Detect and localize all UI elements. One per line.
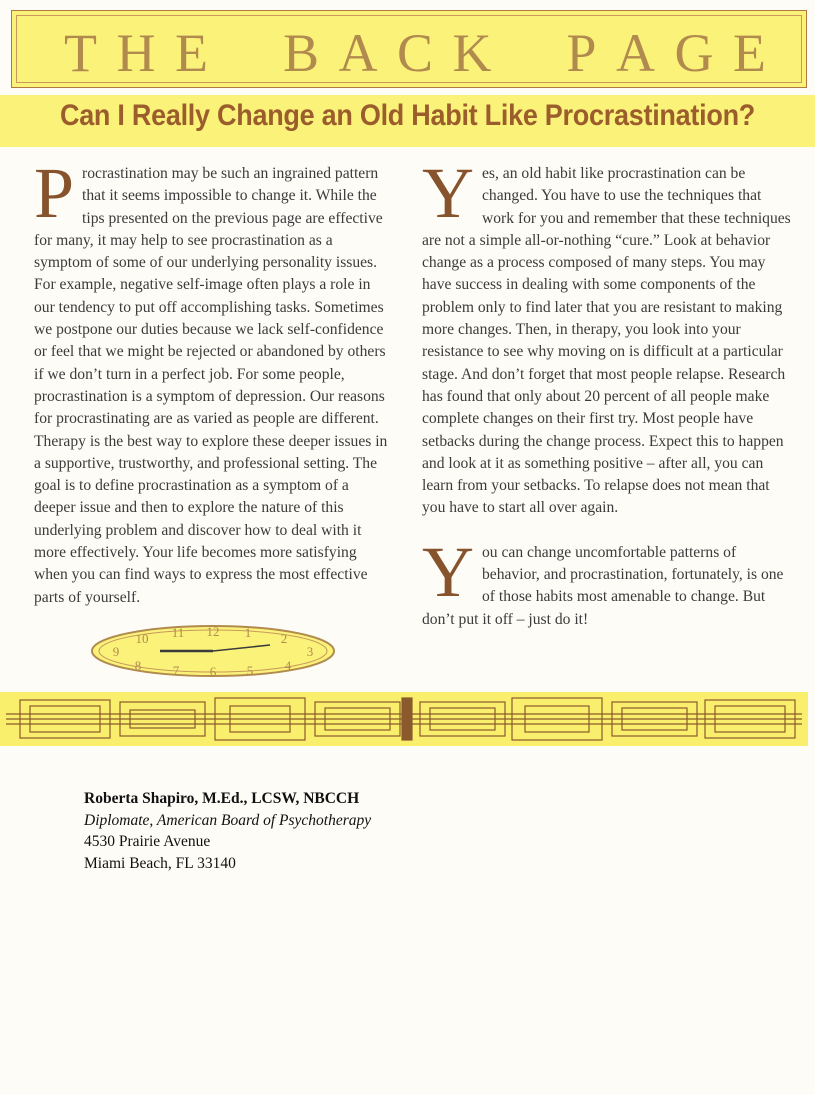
contact-block xyxy=(84,788,371,874)
clock-numeral: 3 xyxy=(306,644,314,659)
dropcap: P xyxy=(34,153,75,233)
banner-letter: T xyxy=(64,23,97,83)
dropcap: Y xyxy=(422,153,474,233)
right-paragraph-1 xyxy=(422,153,794,520)
contact-title: Diplomate, American Board of Psychotherapy xyxy=(84,811,372,829)
clock-illustration xyxy=(90,624,336,678)
banner-title xyxy=(64,25,766,81)
dropcap: Y xyxy=(422,531,474,612)
right-paragraph-1-text: es, an old habit like procrastination can be changed. You have to use the techniques that work for you and remember that these techniques are not a simple all-or-nothing “cure.” Look at behavior change as a process composed of many steps. You may have success in dealing with some components of the problem only to find later that you are resistant to making more changes. Then, in therapy, you look into your resistance to see why moving on is difficult at a particular stage. And don’t forget that most people relapse. Research has found that only about 20 percent of all people make complete changes on their first try. Most people have setbacks during the change process. Expect this to happen and look at it as something positive – after all, you can learn from your setbacks. To relapse does not mean that you have to start all over again. xyxy=(422,165,791,517)
clock-numeral: 12 xyxy=(206,624,220,639)
header-banner xyxy=(11,10,807,88)
article-title: Can I Really Change an Old Habit Like Procrastination? xyxy=(59,99,756,132)
clock-numeral: 8 xyxy=(134,658,142,673)
right-paragraph-2-text: ou can change uncomfortable patterns of behavior, and procrastination, fortunately, is one of those habits most amenable to change. But don’t put it off – just do it! xyxy=(422,543,784,628)
contact-street: 4530 Prairie Avenue xyxy=(84,833,211,850)
clock-numeral: 7 xyxy=(172,663,180,678)
decorative-border-band xyxy=(0,692,808,746)
contact-city: Miami Beach, FL 33140 xyxy=(84,854,236,872)
clock-numeral: 9 xyxy=(112,644,120,659)
greek-key-ornament xyxy=(0,692,808,746)
right-column xyxy=(422,153,794,653)
clock-numeral: 5 xyxy=(246,663,254,678)
banner-letter: E xyxy=(174,23,208,83)
clock-numeral: 10 xyxy=(135,631,149,646)
banner-letter: G xyxy=(674,23,714,83)
banner-letter: H xyxy=(116,23,156,83)
left-column-text: rocrastination may be such an ingrained pattern that it seems impossible to change it. While the tips presented on the previous page are effective for many, it may help to see procrastination as a symptom of some of our underlying personality issues. For example, negative self-image often plays a role in our tendency to put off accomplishing tasks. Sometimes we postpone our duties because we lack self-confidence or feel that we might be rejected or abandoned by others if we don’t turn in a perfect job. For some people, procrastination is a symptom of depression. Our reasons for procrastinating are as varied as people are different. Therapy is the best way to explore these deeper issues in a supportive, trustworthy, and professional setting. The goal is to define procrastination as a symptom of a deeper issue and then to explore the nature of this underlying problem and discover how to deal with it more effectively. Your life becomes more satisfying when you can find ways to express the most effective parts of yourself. xyxy=(34,165,388,606)
contact-name: Roberta Shapiro, M.Ed., LCSW, NBCCH xyxy=(84,790,360,807)
clock-numeral: 6 xyxy=(209,664,217,678)
clock-numeral: 4 xyxy=(284,658,292,673)
banner-letter: K xyxy=(452,23,492,83)
banner-letter: B xyxy=(282,23,319,83)
clock-numeral: 2 xyxy=(280,631,288,646)
banner-letter: A xyxy=(615,23,655,83)
banner-letter: E xyxy=(732,23,766,83)
clock-numeral: 1 xyxy=(244,625,252,640)
left-column xyxy=(34,153,392,609)
clock-numeral: 11 xyxy=(171,625,185,640)
right-paragraph-2 xyxy=(422,531,794,631)
banner-letter: A xyxy=(338,23,378,83)
banner-letter: C xyxy=(396,23,433,83)
banner-letter: P xyxy=(566,23,597,83)
